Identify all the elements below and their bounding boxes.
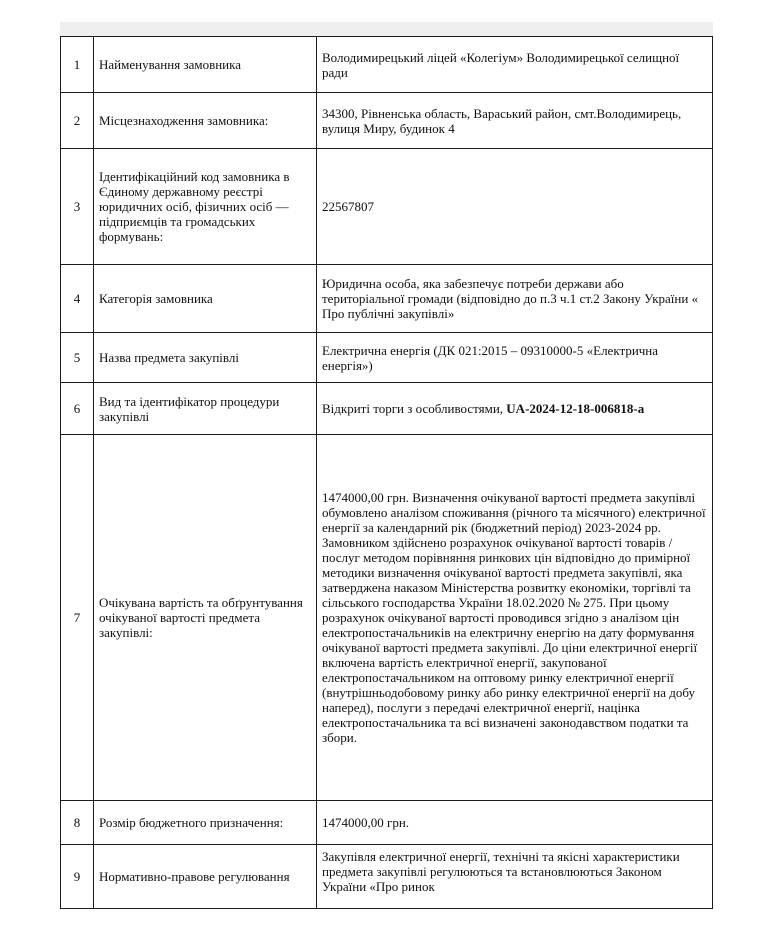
- row-value: Юридична особа, яка забезпечує потреби держави або територіальної громади (відповідно до п.3 ч.1 ст.2 Закону України « Про публічні закупівлі»: [317, 265, 713, 333]
- row-number: 8: [61, 801, 94, 845]
- row-label: Ідентифікаційний код замовника в Єдиному державному реєстрі юридичних осіб, фізичних осіб — підприємців та громадських формувань:: [94, 149, 317, 265]
- procedure-id: UA-2024-12-18-006818-a: [506, 401, 645, 416]
- row-number: 6: [61, 383, 94, 435]
- row-label: Нормативно-правове регулювання: [94, 845, 317, 909]
- row-label: Вид та ідентифікатор процедури закупівлі: [94, 383, 317, 435]
- table-row: [61, 333, 713, 383]
- table-row: [61, 93, 713, 149]
- row-value: 1474000,00 грн. Визначення очікуваної вартості предмета закупівлі обумовлено аналізом споживання (річного та місячного) електричної енергії за календарний рік (бюджетний період) 2023-2024 рр. Замовником здійснено розрахунок очікуваної вартості товарів / послуг методом порівняння ринкових цін відповідно до примірної методики визначення очікуваної вартості предмета закупівлі, яка затверджена наказом Міністерства розвитку економіки, торгівлі та сільського господарства України 18.02.2020 № 275. При цьому розрахунок очікуваної вартості проводився згідно з аналізом цін електропостачальників на електричну енергію на дату формування очікуваної вартості предмета закупівлі. До ціни електричної енергії включена вартість електричної енергії, закупованої електропостачальником на оптовому ринку електричної енергії (внутрішньодобовому ринку або ринку електричної енергії на добу наперед), послуги з передачі електричної енергії, націнка електропостачальника та всі визначені законодавством податки та збори.: [317, 435, 713, 801]
- table-row: [61, 37, 713, 93]
- row-value-text: Закупівля електричної енергії, технічні та якісні характеристики предмета закупівлі регулюються та встановлюються Законом України «Про ринок: [322, 848, 680, 894]
- table-row: [61, 435, 713, 801]
- table-row: [61, 149, 713, 265]
- table-row: [61, 845, 713, 909]
- row-label: Найменування замовника: [94, 37, 317, 93]
- procurement-table: [60, 36, 713, 909]
- row-number: 4: [61, 265, 94, 333]
- table-row: [61, 383, 713, 435]
- procedure-type: Відкриті торги з особливостями,: [322, 401, 507, 416]
- row-label: Категорія замовника: [94, 265, 317, 333]
- row-number: 3: [61, 149, 94, 265]
- row-value: 34300, Рівненська область, Вараський район, смт.Володимирець, вулиця Миру, будинок 4: [317, 93, 713, 149]
- row-number: 9: [61, 845, 94, 909]
- row-value: 1474000,00 грн.: [317, 801, 713, 845]
- row-label: Назва предмета закупівлі: [94, 333, 317, 383]
- table-row: [61, 801, 713, 845]
- row-label: Розмір бюджетного призначення:: [94, 801, 317, 845]
- row-number: 5: [61, 333, 94, 383]
- table-row: [61, 265, 713, 333]
- row-value: 22567807: [317, 149, 713, 265]
- row-number: 7: [61, 435, 94, 801]
- row-value: Електрична енергія (ДК 021:2015 – 09310000-5 «Електрична енергія»): [317, 333, 713, 383]
- row-value: Володимирецький ліцей «Колегіум» Володимирецької селищної ради: [317, 37, 713, 93]
- row-value: [317, 845, 713, 909]
- page-top-strip: [60, 22, 713, 36]
- row-number: 1: [61, 37, 94, 93]
- row-number: 2: [61, 93, 94, 149]
- row-value: [317, 383, 713, 435]
- row-label: Очікувана вартість та обґрунтування очікуваної вартості предмета закупівлі:: [94, 435, 317, 801]
- row-label: Місцезнаходження замовника:: [94, 93, 317, 149]
